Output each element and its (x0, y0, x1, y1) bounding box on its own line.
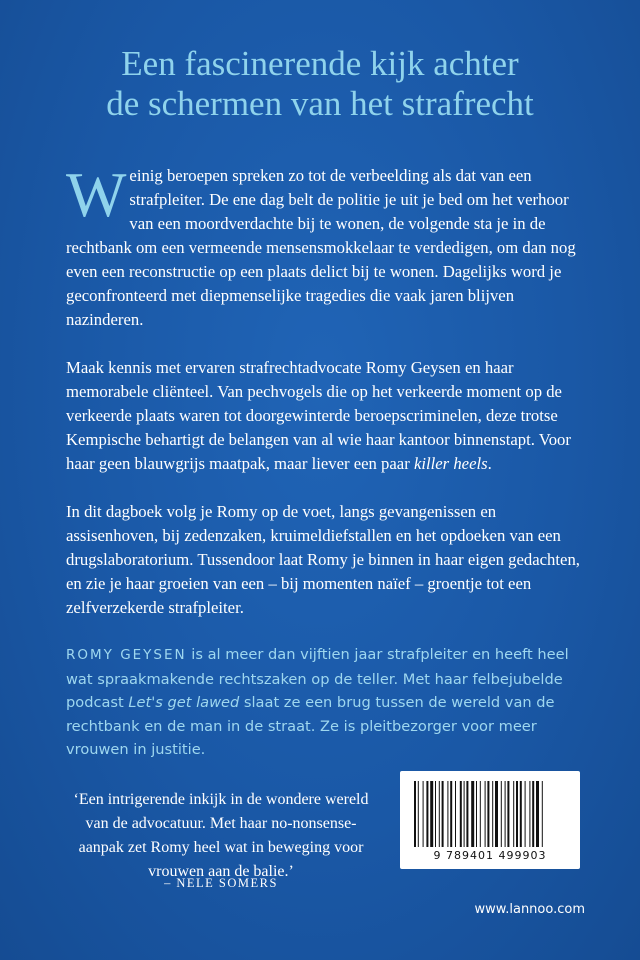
quote-dash: – (164, 876, 171, 890)
blurb-paragraph-3: In dit dagboek volg je Romy op de voet, langs gevangenissen en assisenhoven, bij zedenzaken, kruimeldiefstallen en het opdoeken van een drugslaboratorium. Tussendoor laat Romy je binnen in haar eigen gedachten, en zie je haar groeien van een – bij momenten naïef – groentje tot een zelfverzekerde strafpleiter. (66, 502, 580, 617)
author-bio (66, 643, 586, 762)
bio-author-name: ROMY GEYSEN (66, 647, 187, 663)
headline-line-2: de schermen van het strafrecht (106, 84, 534, 123)
blurb (66, 159, 586, 644)
blurb-paragraph-2-italic: killer heels (413, 454, 488, 473)
bio-text-2: slaat ze een brug tussen de wereld van de rechtbank en de man in de straat. Ze is pleitbezorger voor meer vrouwen in justitie. (66, 694, 555, 758)
bio-text-1: is al meer dan vijftien jaar strafpleiter en heeft heel wat spraakmakende rechtszaken op de teller. Met haar felbejubelde podcast (66, 646, 569, 711)
quote-author-name: NELE SOMERS (176, 876, 278, 890)
drop-cap: W (66, 159, 127, 230)
blurb-paragraph-1-text: einig beroepen spreken zo tot de verbeelding als dat van een strafpleiter. De ene dag belt de politie je uit je bed om het verhoor van een moordverdachte bij te wonen, de volgende sta je in de rechtbank om een vermeende mensensmokkelaar te verdedigen, om dan nog even een reconstructie op een plaats delict bij te wonen. Dagelijks word je geconfronteerd met diepmenselijke tragedies die vaak jaren blijven nazinderen. (66, 166, 576, 329)
endorsement-quote: ‘Een intrigerende inkijk in de wondere wereld van de advocatuur. Met haar no-nonsense-aanpak zet Romy heel wat in beweging voor vrouwen aan de balie.’ (73, 791, 369, 880)
headline-line-1: Een fascinerende kijk achter (121, 44, 519, 83)
barcode (400, 771, 580, 869)
headline (0, 44, 640, 124)
bio-podcast-title: Let's get lawed (128, 694, 240, 711)
blurb-paragraph-2 (66, 356, 586, 476)
blurb-paragraph-2-end: . (487, 454, 492, 473)
barcode-number: 9 789401 499903 (433, 849, 547, 862)
blurb-paragraph-1 (66, 159, 586, 332)
publisher-website: www.lannoo.com (474, 902, 585, 917)
endorsement-author (66, 876, 376, 891)
blurb-paragraph-2-text: Maak kennis met ervaren strafrechtadvocate Romy Geysen en haar memorabele cliënteel. Van pechvogels die op het verkeerde moment op de verkeerde plaats waren tot doorgewinterde beroepscriminelen, deze trotse Kempische behartigt de belangen van al wie haar kantoor binnenstapt. Voor haar geen blauwgrijs maatpak, maar liever een paar (66, 358, 571, 473)
